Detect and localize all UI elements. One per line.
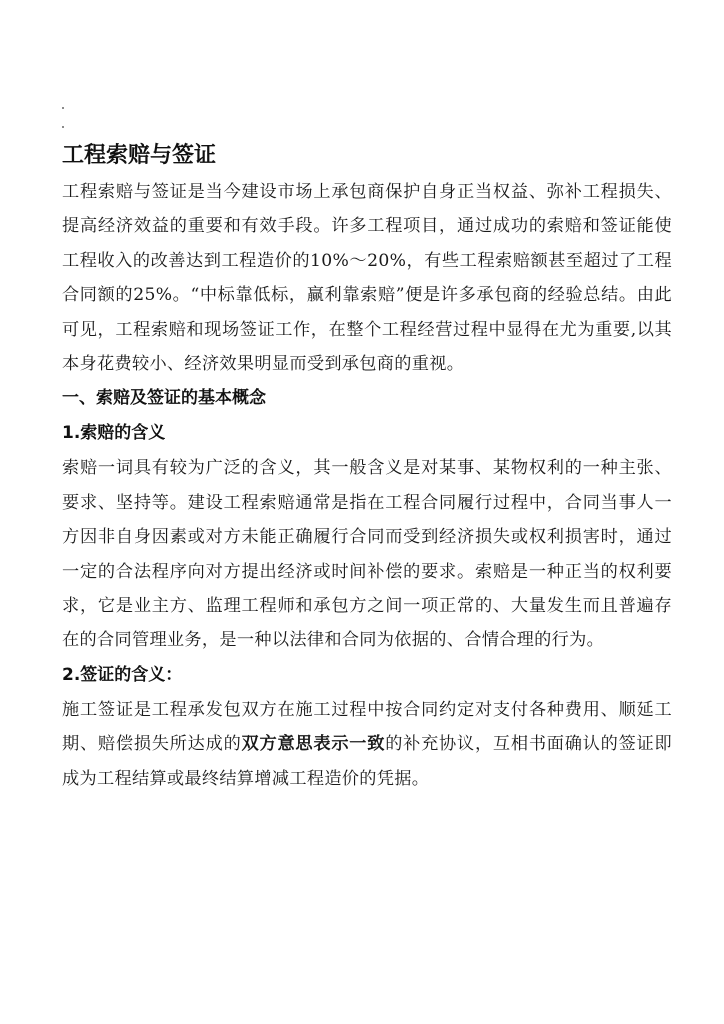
claim-meaning-paragraph: 索赔一词具有较为广泛的含义，其一般含义是对某事、某物权利的一种主张、要求、坚持等。建设工程索赔通常是指在工程合同履行过程中，合同当事人一方因非自身因素或对方未能正确履行合同而受到经济损失或权利损害时，通过一定的合法程序向对方提出经济或时间补偿的要求。索赔是一种正当的权利要求，它是业主方、监理工程师和承包方之间一项正常的、大量发生而且普遍存在的合同管理业务，是一种以法律和合同为依据的、合情合理的行为。: [62, 458, 672, 651]
stray-mark: [62, 126, 64, 128]
stray-mark: [62, 107, 64, 109]
visa-text-after: 的补充协议，互相书面确认的签证即成为工程结算或最终结算增减工程造价的凭据。: [62, 734, 672, 789]
intro-paragraph: 工程索赔与签证是当今建设市场上承包商保护自身正当权益、弥补工程损失、提高经济效益的重要和有效手段。许多工程项目，通过成功的索赔和签证能使工程收入的改善达到工程造价的10%～20%，有些工程索赔额甚至超过了工程合同额的25%。“中标靠低标，赢利靠索赔”便是许多承包商的经验总结。由此可见，工程索赔和现场签证工作，在整个工程经营过程中显得在尤为重要,以其本身花费较小、经济效果明显而受到承包商的重视。: [62, 182, 672, 375]
visa-text-before: 施工签证是工程承发包双方在施工过程中按合同约定对支付各种费用、顺延工期、赔偿损失所达成的: [62, 699, 672, 755]
subsection-heading-claim-meaning: 1.索赔的含义: [62, 423, 166, 444]
section-heading-basic-concepts: 一、索赔及签证的基本概念: [62, 388, 266, 409]
document-body: [62, 139, 672, 796]
document-title: 工程索赔与签证: [62, 143, 217, 168]
visa-text-emphasis: 双方意思表示一致: [241, 734, 386, 755]
visa-meaning-paragraph: [62, 693, 672, 796]
subsection-heading-visa-meaning: 2.签证的含义：: [62, 664, 183, 685]
